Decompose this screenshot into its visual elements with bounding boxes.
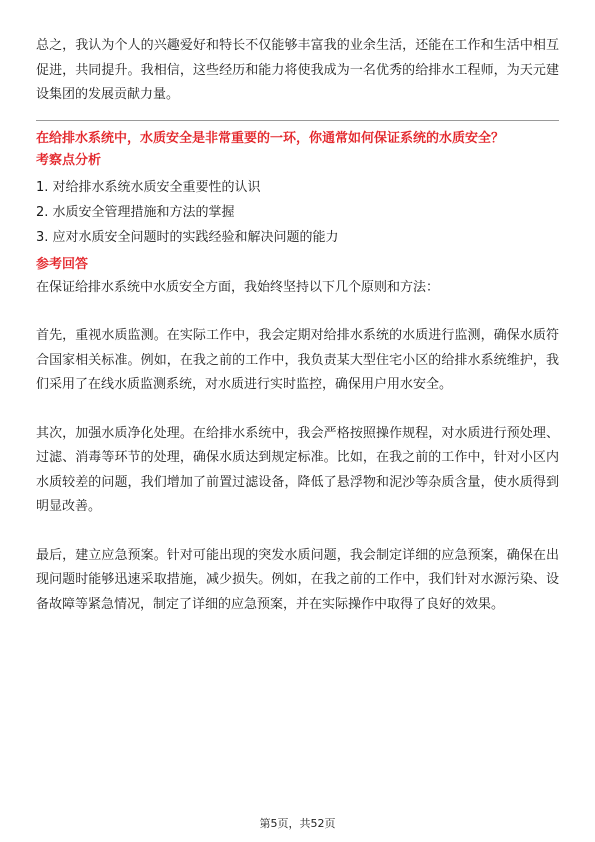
analysis-title: 考察点分析: [36, 152, 102, 168]
answer-lead: 在保证给排水系统中水质安全方面，我始终坚持以下几个原则和方法：: [36, 279, 440, 295]
section-divider: [36, 120, 559, 121]
answer-paragraph: 首先，重视水质监测。在实际工作中，我会定期对给排水系统的水质进行监测，确保水质符合国家相关标准。例如，在我之前的工作中，我负责某大型住宅小区的给排水系统维护，我们采用了在线水质监测系统，对水质进行实时监控，确保用户用水安全。: [36, 328, 559, 392]
answer-title: 参考回答: [36, 256, 89, 272]
paragraph-gap: [36, 520, 559, 544]
page-number-footer: 第5页，共52页: [259, 817, 336, 830]
question-heading: 在给排水系统中，水质安全是非常重要的一环，你通常如何保证系统的水质安全？: [36, 130, 505, 146]
analysis-point: 3. 应对水质安全问题时的实践经验和解决问题的能力: [36, 229, 339, 245]
intro-paragraph: 总之，我认为个人的兴趣爱好和特长不仅能够丰富我的业余生活，还能在工作和生活中相互促进，共同提升。我相信，这些经历和能力将使我成为一名优秀的给排水工程师，为天元建设集团的发展贡献力量。: [36, 38, 559, 102]
analysis-point: 1. 对给排水系统水质安全重要性的认识: [36, 179, 261, 195]
page-content: [36, 34, 559, 617]
answer-paragraph: 最后，建立应急预案。针对可能出现的突发水质问题，我会制定详细的应急预案，确保在出现问题时能够迅速采取措施，减少损失。例如，在我之前的工作中，我们针对水源污染、设备故障等紧急情况，制定了详细的应急预案，并在实际操作中取得了良好的效果。: [36, 547, 559, 612]
analysis-points: [36, 175, 559, 250]
paragraph-gap: [36, 398, 559, 422]
answer-paragraph: 其次，加强水质净化处理。在给排水系统中，我会严格按照操作规程，对水质进行预处理、过滤、消毒等环节的处理，确保水质达到规定标准。比如，在我之前的工作中，针对小区内水质较差的问题，我们增加了前置过滤设备，降低了悬浮物和泥沙等杂质含量，使水质得到明显改善。: [36, 425, 559, 514]
paragraph-gap: [36, 300, 559, 324]
analysis-point: 2. 水质安全管理措施和方法的掌握: [36, 204, 235, 220]
